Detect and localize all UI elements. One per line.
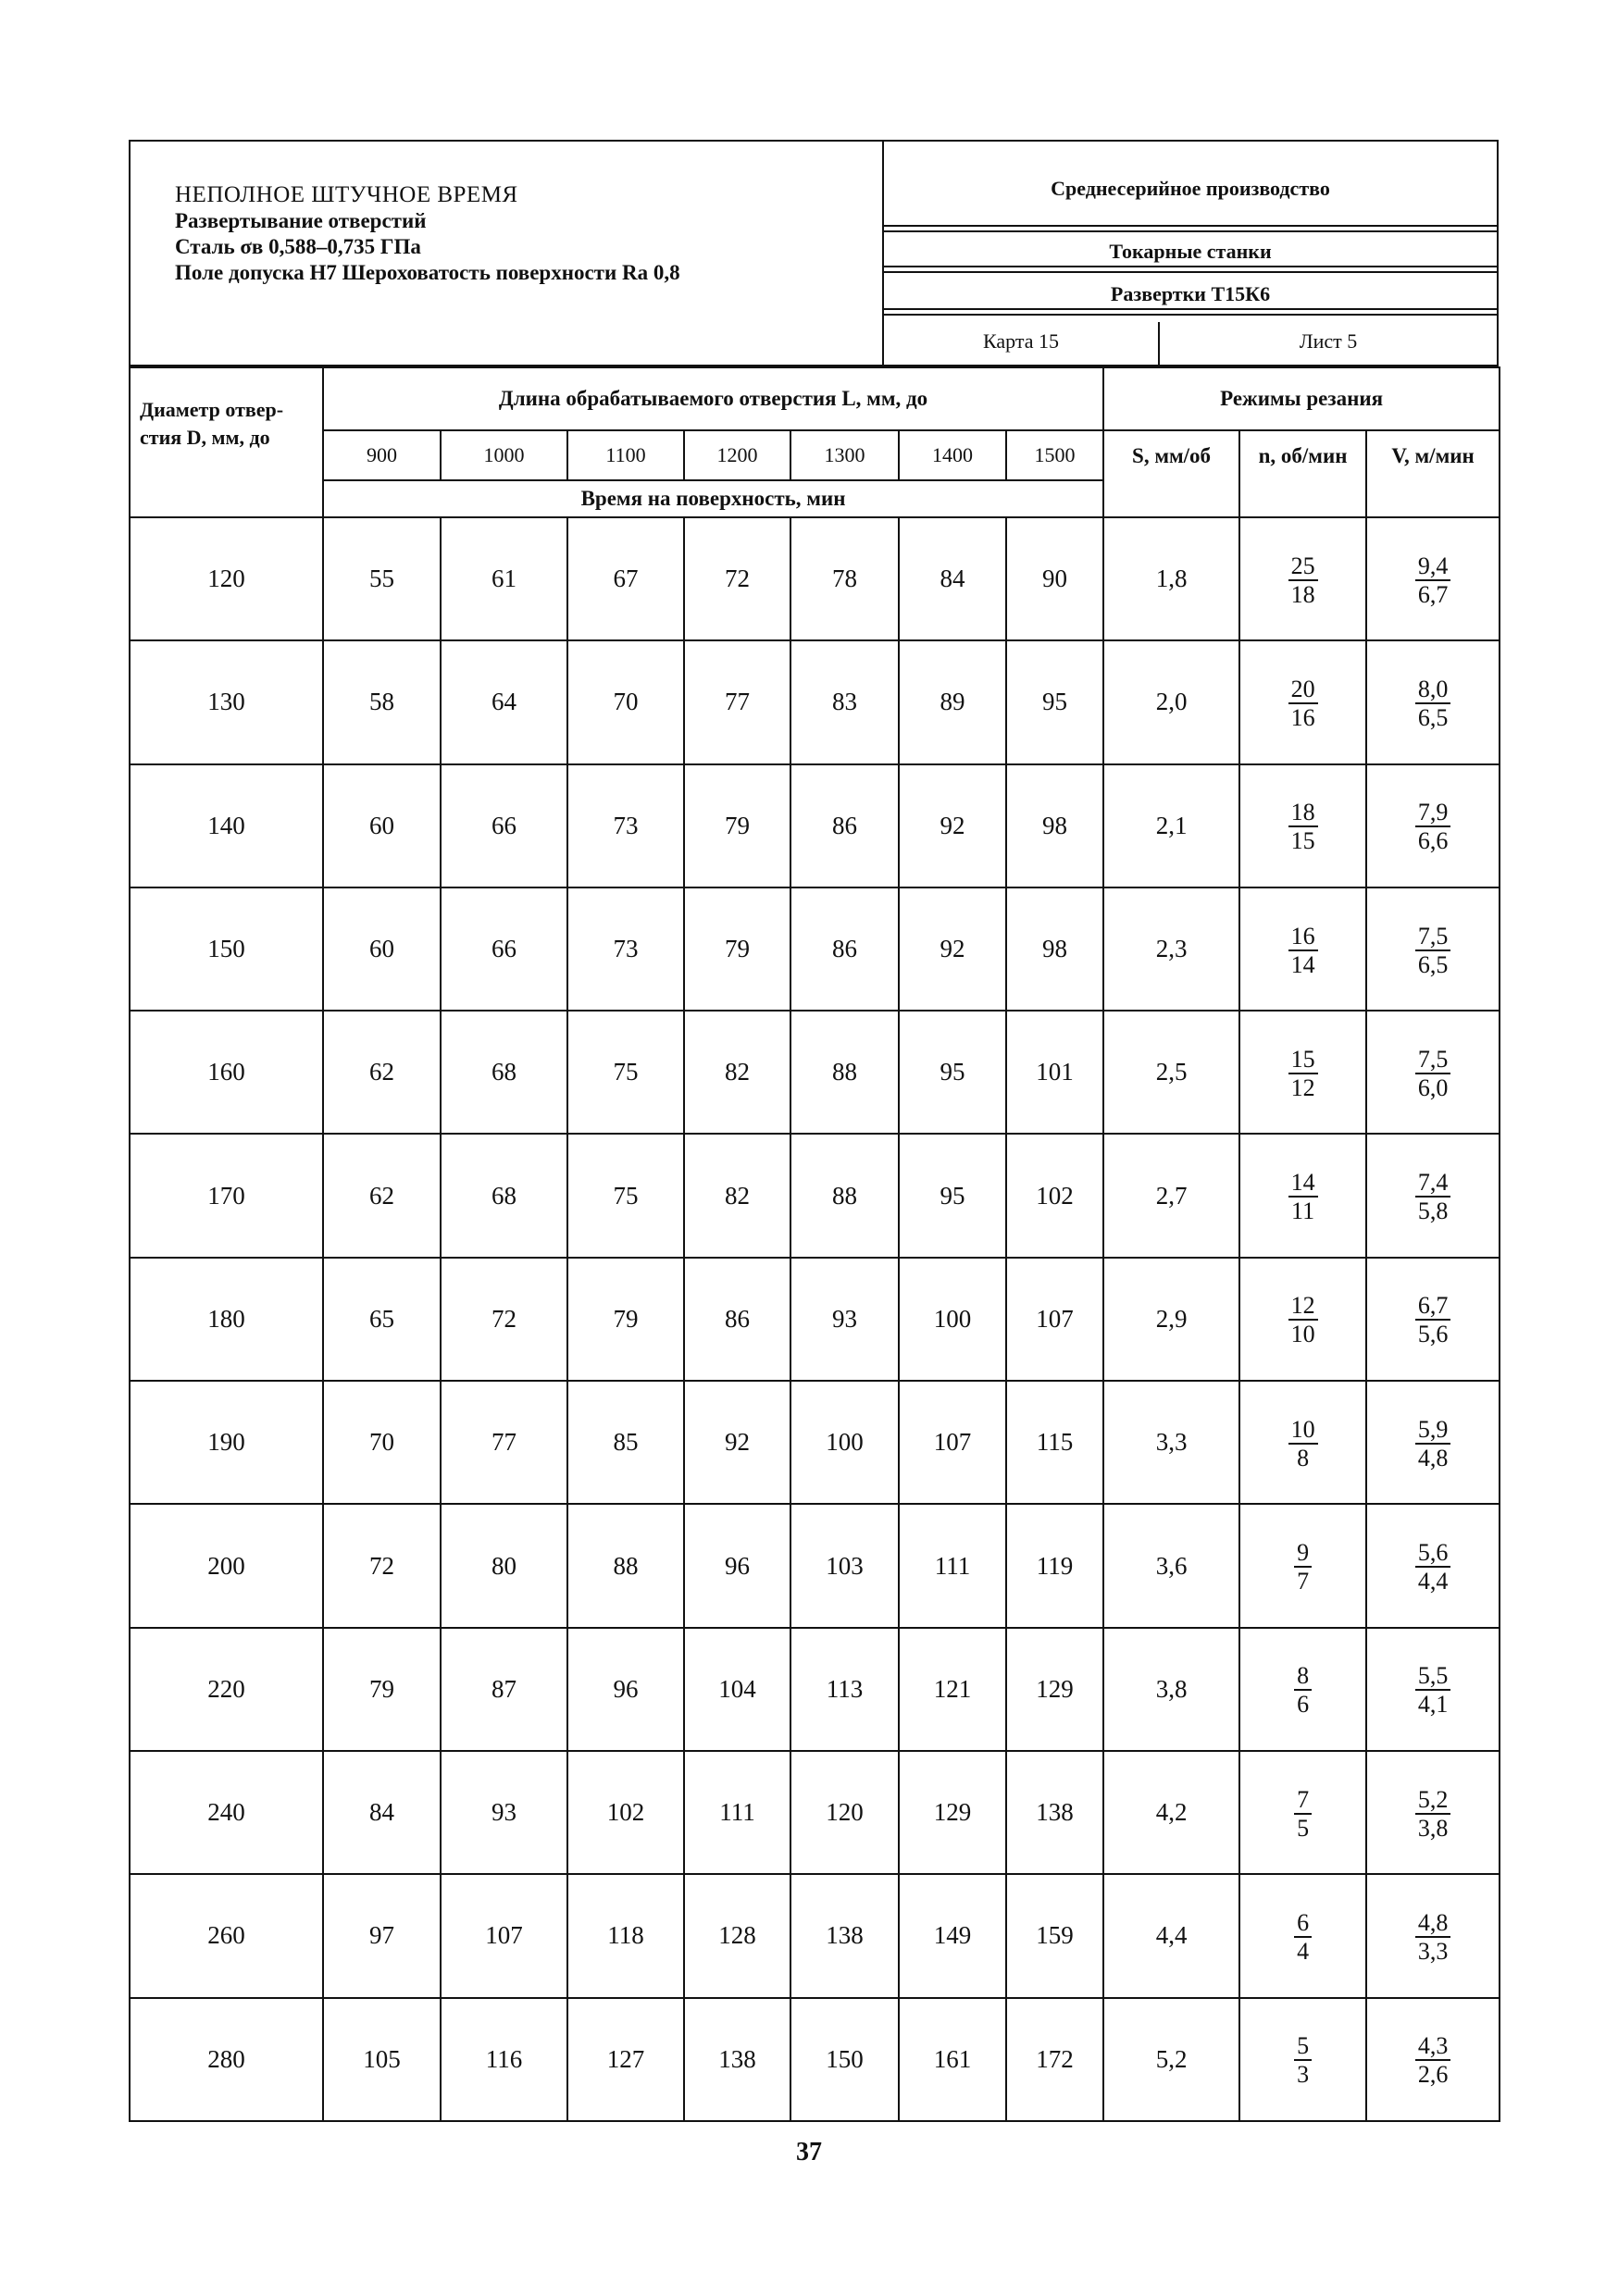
feed-cell: 2,3 <box>1103 887 1239 1011</box>
fraction <box>1288 554 1318 607</box>
fraction-numerator: 12 <box>1288 1294 1318 1321</box>
time-cell: 60 <box>323 887 441 1011</box>
time-cell: 79 <box>323 1628 441 1751</box>
cutting-speed-cell <box>1366 887 1500 1011</box>
time-cell: 79 <box>684 764 790 887</box>
feed-cell: 3,6 <box>1103 1504 1239 1627</box>
time-cell: 68 <box>441 1134 567 1257</box>
fraction <box>1415 1664 1451 1717</box>
fraction-numerator: 20 <box>1288 677 1318 704</box>
fraction-numerator: 6,7 <box>1415 1294 1451 1321</box>
fraction-numerator: 15 <box>1288 1048 1318 1074</box>
fraction <box>1415 677 1451 730</box>
time-cell: 100 <box>899 1258 1006 1381</box>
operation-line: Развертывание отверстий <box>175 209 427 232</box>
length-column-header: 900 <box>323 430 441 480</box>
time-cell: 72 <box>323 1504 441 1627</box>
speed-rpm-cell <box>1239 1998 1366 2121</box>
diameter-cell: 140 <box>130 764 323 887</box>
time-cell: 88 <box>790 1134 899 1257</box>
header-divider <box>884 308 1497 316</box>
fraction <box>1294 1664 1312 1717</box>
time-cell: 103 <box>790 1504 899 1627</box>
speed-rpm-cell <box>1239 1504 1366 1627</box>
time-cell: 118 <box>567 1874 684 1997</box>
table-body <box>130 517 1500 2121</box>
fraction-denominator: 6,0 <box>1417 1074 1449 1101</box>
fraction-numerator: 25 <box>1288 554 1318 581</box>
fraction-denominator: 15 <box>1290 827 1315 855</box>
time-cell: 88 <box>567 1504 684 1627</box>
time-cell: 67 <box>567 517 684 640</box>
time-cell: 105 <box>323 1998 441 2121</box>
length-column-header: 1000 <box>441 430 567 480</box>
time-cell: 95 <box>1006 640 1103 763</box>
page-number: 37 <box>796 2138 822 2166</box>
time-cell: 95 <box>899 1134 1006 1257</box>
fraction <box>1415 1541 1451 1594</box>
fraction <box>1415 1785 1451 1842</box>
fraction-numerator: 7,9 <box>1415 800 1451 827</box>
speed-rpm-cell <box>1239 1381 1366 1504</box>
time-cell: 70 <box>567 640 684 763</box>
fraction-denominator: 3 <box>1297 2061 1310 2089</box>
cutting-time-table <box>129 366 1500 2122</box>
fraction <box>1415 1045 1451 1101</box>
fraction <box>1294 1541 1312 1594</box>
fraction <box>1415 554 1451 607</box>
fraction-denominator: 4 <box>1297 1937 1310 1965</box>
feed-cell: 2,9 <box>1103 1258 1239 1381</box>
time-cell: 96 <box>567 1628 684 1751</box>
fraction-denominator: 6,5 <box>1417 950 1449 978</box>
fraction-denominator: 3,3 <box>1417 1937 1449 1965</box>
fraction-denominator: 6 <box>1297 1691 1310 1719</box>
material-line: Сталь σв 0,588–0,735 ГПа <box>175 235 421 258</box>
length-column-header: 1300 <box>790 430 899 480</box>
time-cell: 79 <box>684 887 790 1011</box>
time-cell: 100 <box>790 1381 899 1504</box>
time-cell: 78 <box>790 517 899 640</box>
time-cell: 102 <box>1006 1134 1103 1257</box>
feed-column-header: S, мм/об <box>1103 430 1239 517</box>
table-row <box>130 1011 1500 1134</box>
time-cell: 104 <box>684 1628 790 1751</box>
fraction <box>1415 1415 1451 1471</box>
speed-rpm-cell <box>1239 887 1366 1011</box>
fraction-denominator: 6,7 <box>1417 580 1449 608</box>
time-cell: 87 <box>441 1628 567 1751</box>
time-cell: 116 <box>441 1998 567 2121</box>
diameter-cell: 200 <box>130 1504 323 1627</box>
time-cell: 129 <box>1006 1628 1103 1751</box>
cutting-speed-cell <box>1366 1874 1500 1997</box>
fraction-denominator: 3,8 <box>1417 1814 1449 1842</box>
fraction-numerator: 5,6 <box>1415 1541 1451 1568</box>
time-cell: 84 <box>899 517 1006 640</box>
time-cell: 115 <box>1006 1381 1103 1504</box>
time-cell: 138 <box>1006 1751 1103 1874</box>
fraction-numerator: 5,5 <box>1415 1664 1451 1691</box>
fraction-numerator: 4,8 <box>1415 1911 1451 1938</box>
fraction <box>1288 1171 1318 1223</box>
fraction-numerator: 5 <box>1294 2034 1312 2061</box>
time-cell: 161 <box>899 1998 1006 2121</box>
fraction-numerator: 5,2 <box>1415 1788 1451 1815</box>
fraction-denominator: 14 <box>1290 950 1315 978</box>
time-cell: 79 <box>567 1258 684 1381</box>
time-cell: 149 <box>899 1874 1006 1997</box>
fraction-numerator: 16 <box>1288 925 1318 951</box>
cutting-speed-cell <box>1366 1381 1500 1504</box>
time-cell: 61 <box>441 517 567 640</box>
time-cell: 107 <box>899 1381 1006 1504</box>
cutting-speed-cell <box>1366 1134 1500 1257</box>
speed-rpm-column-header: n, об/мин <box>1239 430 1366 517</box>
time-cell: 70 <box>323 1381 441 1504</box>
table-row <box>130 1504 1500 1627</box>
diameter-cell: 180 <box>130 1258 323 1381</box>
fraction-denominator: 10 <box>1290 1321 1315 1348</box>
header-divider <box>884 225 1497 232</box>
time-cell: 66 <box>441 764 567 887</box>
fraction-numerator: 10 <box>1288 1418 1318 1445</box>
feed-cell: 3,8 <box>1103 1628 1239 1751</box>
time-cell: 102 <box>567 1751 684 1874</box>
feed-cell: 4,4 <box>1103 1874 1239 1997</box>
fraction <box>1294 2034 1312 2087</box>
speed-rpm-cell <box>1239 1011 1366 1134</box>
time-cell: 120 <box>790 1751 899 1874</box>
sheet-number: Лист 5 <box>1299 329 1358 353</box>
machine-type: Токарные станки <box>1109 240 1272 263</box>
fraction <box>1288 800 1318 853</box>
diameter-cell: 280 <box>130 1998 323 2121</box>
time-cell: 72 <box>684 517 790 640</box>
fraction-denominator: 16 <box>1290 703 1315 731</box>
fraction-denominator: 7 <box>1297 1568 1310 1595</box>
cutting-speed-cell <box>1366 1504 1500 1627</box>
feed-cell: 2,1 <box>1103 764 1239 887</box>
diameter-cell: 220 <box>130 1628 323 1751</box>
time-cell: 86 <box>790 764 899 887</box>
time-subheader: Время на поверхность, мин <box>323 480 1103 517</box>
diameter-cell: 170 <box>130 1134 323 1257</box>
time-cell: 92 <box>899 887 1006 1011</box>
time-cell: 65 <box>323 1258 441 1381</box>
production-type: Среднесерийное производство <box>1051 177 1330 200</box>
cutting-modes-header: Режимы резания <box>1103 367 1500 430</box>
time-cell: 77 <box>684 640 790 763</box>
fraction <box>1415 1294 1451 1347</box>
fraction-denominator: 5,8 <box>1417 1198 1449 1225</box>
feed-cell: 2,0 <box>1103 640 1239 763</box>
time-cell: 73 <box>567 887 684 1011</box>
fraction-numerator: 6 <box>1294 1911 1312 1938</box>
fraction-numerator: 9 <box>1294 1541 1312 1568</box>
time-cell: 96 <box>684 1504 790 1627</box>
time-cell: 62 <box>323 1134 441 1257</box>
diameter-cell: 130 <box>130 640 323 763</box>
fraction-denominator: 18 <box>1290 580 1315 608</box>
time-cell: 92 <box>684 1381 790 1504</box>
time-cell: 84 <box>323 1751 441 1874</box>
time-cell: 83 <box>790 640 899 763</box>
fraction <box>1415 1171 1451 1223</box>
time-cell: 77 <box>441 1381 567 1504</box>
feed-cell: 5,2 <box>1103 1998 1239 2121</box>
feed-cell: 4,2 <box>1103 1751 1239 1874</box>
fraction-numerator: 8 <box>1294 1664 1312 1691</box>
time-cell: 82 <box>684 1011 790 1134</box>
fraction-denominator: 4,1 <box>1417 1691 1449 1719</box>
time-cell: 62 <box>323 1011 441 1134</box>
table-row <box>130 1258 1500 1381</box>
feed-cell: 2,5 <box>1103 1011 1239 1134</box>
time-cell: 128 <box>684 1874 790 1997</box>
speed-rpm-cell <box>1239 640 1366 763</box>
time-cell: 75 <box>567 1134 684 1257</box>
time-cell: 68 <box>441 1011 567 1134</box>
length-column-header: 1400 <box>899 430 1006 480</box>
table-row <box>130 887 1500 1011</box>
time-cell: 159 <box>1006 1874 1103 1997</box>
fraction <box>1288 922 1318 978</box>
fraction-numerator: 5,9 <box>1415 1418 1451 1445</box>
table-row <box>130 1751 1500 1874</box>
time-cell: 85 <box>567 1381 684 1504</box>
tolerance-line: Поле допуска Н7 Шероховатость поверхности Ra 0,8 <box>175 261 680 284</box>
fraction-numerator: 14 <box>1288 1171 1318 1198</box>
table-row <box>130 1628 1500 1751</box>
diameter-cell: 150 <box>130 887 323 1011</box>
time-cell: 66 <box>441 887 567 1011</box>
fraction <box>1288 677 1318 730</box>
cutting-speed-cell <box>1366 1628 1500 1751</box>
time-cell: 127 <box>567 1998 684 2121</box>
time-cell: 111 <box>899 1504 1006 1627</box>
table-row <box>130 1998 1500 2121</box>
table-row <box>130 1134 1500 1257</box>
diameter-cell: 160 <box>130 1011 323 1134</box>
speed-rpm-cell <box>1239 1751 1366 1874</box>
diameter-column-header: Диаметр отвер- стия D, мм, до <box>130 367 323 517</box>
table-row <box>130 1381 1500 1504</box>
feed-cell: 1,8 <box>1103 517 1239 640</box>
table-row <box>130 1874 1500 1997</box>
time-cell: 138 <box>790 1874 899 1997</box>
time-cell: 113 <box>790 1628 899 1751</box>
cutting-speed-cell <box>1366 1998 1500 2121</box>
fraction-numerator: 4,3 <box>1415 2034 1451 2061</box>
fraction <box>1288 1045 1318 1101</box>
time-cell: 97 <box>323 1874 441 1997</box>
speed-rpm-cell <box>1239 764 1366 887</box>
time-cell: 119 <box>1006 1504 1103 1627</box>
time-cell: 90 <box>1006 517 1103 640</box>
fraction-denominator: 2,6 <box>1417 2061 1449 2089</box>
document-header <box>129 140 1499 366</box>
fraction-numerator: 8,0 <box>1415 677 1451 704</box>
tool-type: Развертки Т15К6 <box>1110 282 1271 305</box>
time-cell: 93 <box>441 1751 567 1874</box>
fraction <box>1415 922 1451 978</box>
length-column-header: 1200 <box>684 430 790 480</box>
fraction <box>1288 1415 1318 1471</box>
time-cell: 86 <box>684 1258 790 1381</box>
time-cell: 86 <box>790 887 899 1011</box>
header-title-block <box>131 142 884 365</box>
cutting-speed-cell <box>1366 1258 1500 1381</box>
length-column-header: 1100 <box>567 430 684 480</box>
fraction-numerator: 7,5 <box>1415 925 1451 951</box>
fraction-numerator: 18 <box>1288 800 1318 827</box>
fraction <box>1415 800 1451 853</box>
time-cell: 64 <box>441 640 567 763</box>
diameter-cell: 120 <box>130 517 323 640</box>
table-row <box>130 640 1500 763</box>
diameter-cell: 240 <box>130 1751 323 1874</box>
time-cell: 95 <box>899 1011 1006 1134</box>
fraction-denominator: 5 <box>1297 1814 1310 1842</box>
time-cell: 58 <box>323 640 441 763</box>
cutting-speed-cell <box>1366 1011 1500 1134</box>
length-column-header: 1500 <box>1006 430 1103 480</box>
time-cell: 101 <box>1006 1011 1103 1134</box>
document-title: НЕПОЛНОЕ ШТУЧНОЕ ВРЕМЯ <box>175 182 518 207</box>
time-cell: 111 <box>684 1751 790 1874</box>
feed-cell: 2,7 <box>1103 1134 1239 1257</box>
time-cell: 107 <box>1006 1258 1103 1381</box>
time-cell: 107 <box>441 1874 567 1997</box>
time-cell: 60 <box>323 764 441 887</box>
time-cell: 88 <box>790 1011 899 1134</box>
time-cell: 75 <box>567 1011 684 1134</box>
speed-rpm-cell <box>1239 1134 1366 1257</box>
time-cell: 150 <box>790 1998 899 2121</box>
fraction-denominator: 5,6 <box>1417 1321 1449 1348</box>
header-divider <box>884 266 1497 273</box>
time-cell: 80 <box>441 1504 567 1627</box>
fraction <box>1288 1294 1318 1347</box>
speed-rpm-cell <box>1239 1628 1366 1751</box>
cutting-speed-cell <box>1366 1751 1500 1874</box>
speed-rpm-cell <box>1239 1874 1366 1997</box>
fraction-denominator: 4,8 <box>1417 1444 1449 1471</box>
fraction-numerator: 7,5 <box>1415 1048 1451 1074</box>
fraction <box>1294 1785 1312 1842</box>
fraction-denominator: 4,4 <box>1417 1568 1449 1595</box>
speed-rpm-cell <box>1239 517 1366 640</box>
length-group-header: Длина обрабатываемого отверстия L, мм, до <box>323 367 1103 430</box>
speed-rpm-cell <box>1239 1258 1366 1381</box>
fraction-numerator: 9,4 <box>1415 554 1451 581</box>
cutting-speed-column-header: V, м/мин <box>1366 430 1500 517</box>
time-cell: 72 <box>441 1258 567 1381</box>
fraction-numerator: 7,4 <box>1415 1171 1451 1198</box>
time-cell: 93 <box>790 1258 899 1381</box>
cutting-speed-cell <box>1366 764 1500 887</box>
time-cell: 172 <box>1006 1998 1103 2121</box>
time-cell: 138 <box>684 1998 790 2121</box>
fraction-numerator: 7 <box>1294 1788 1312 1815</box>
table-row <box>130 764 1500 887</box>
time-cell: 89 <box>899 640 1006 763</box>
cutting-speed-cell <box>1366 640 1500 763</box>
time-cell: 92 <box>899 764 1006 887</box>
diameter-cell: 190 <box>130 1381 323 1504</box>
fraction-denominator: 8 <box>1297 1444 1310 1471</box>
time-cell: 98 <box>1006 764 1103 887</box>
card-number: Карта 15 <box>982 329 1059 353</box>
time-cell: 82 <box>684 1134 790 1257</box>
fraction-denominator: 6,5 <box>1417 703 1449 731</box>
cutting-speed-cell <box>1366 517 1500 640</box>
fraction-denominator: 12 <box>1290 1074 1315 1101</box>
time-cell: 55 <box>323 517 441 640</box>
time-cell: 73 <box>567 764 684 887</box>
fraction-denominator: 11 <box>1291 1198 1315 1225</box>
time-cell: 98 <box>1006 887 1103 1011</box>
feed-cell: 3,3 <box>1103 1381 1239 1504</box>
table-row <box>130 517 1500 640</box>
time-cell: 121 <box>899 1628 1006 1751</box>
fraction-denominator: 6,6 <box>1417 827 1449 855</box>
fraction <box>1415 2034 1451 2087</box>
fraction <box>1415 1908 1451 1965</box>
fraction <box>1294 1908 1312 1965</box>
diameter-cell: 260 <box>130 1874 323 1997</box>
time-cell: 129 <box>899 1751 1006 1874</box>
